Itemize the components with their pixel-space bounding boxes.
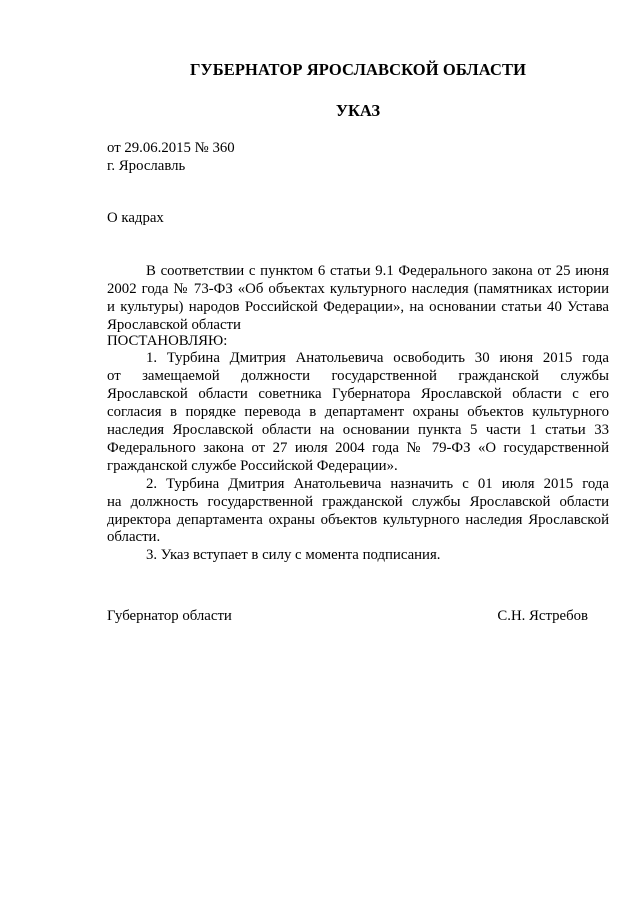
preamble-line: В соответствии с пунктом 6 статьи 9.1 Федерального закона от 25 июня [146,263,609,279]
item1-line: наследия Ярославской области на основании пункта 5 части 1 статьи 33 [107,422,609,438]
subject: О кадрах [107,210,164,226]
document-authority: ГУБЕРНАТОР ЯРОСЛАВСКОЙ ОБЛАСТИ [189,60,527,79]
item1-line: от замещаемой должности государственной гражданской службы [107,368,609,384]
preamble-line: и культуры) народов Российской Федерации», на основании статьи 40 Устава [107,299,609,315]
item2-line: на должность государственной гражданской службы Ярославской области [107,494,609,510]
decree-word: ПОСТАНОВЛЯЮ: [107,333,228,349]
document-type: УКАЗ [335,101,381,120]
item3-line: 3. Указ вступает в силу с момента подписания. [146,547,441,563]
preamble-line: Ярославской области [107,317,241,333]
city: г. Ярославль [107,158,186,174]
item2-line: директора департамента охраны объектов культурного наследия Ярославской [107,512,609,528]
item1-line: Ярославской области советника Губернатора Ярославской области с его [107,386,609,402]
item2-line: 2. Турбина Дмитрия Анатольевича назначить с 01 июля 2015 года [146,476,609,492]
preamble-line: 2002 года № 73-ФЗ «Об объектах культурного наследия (памятниках истории [107,281,609,297]
item1-line: гражданской службе Российской Федерации». [107,458,398,474]
item1-line: согласия в порядке перевода в департамент охраны объектов культурного [107,404,609,420]
date-number: от 29.06.2015 № 360 [107,140,235,156]
item1-line: Федерального закона от 27 июля 2004 года № 79-ФЗ «О государственной [107,440,609,456]
item1-line: 1. Турбина Дмитрия Анатольевича освободить 30 июня 2015 года [146,350,609,366]
signature-name: С.Н. Ястребов [497,608,588,624]
signature-title: Губернатор области [107,608,232,624]
item2-line: области. [107,529,161,545]
